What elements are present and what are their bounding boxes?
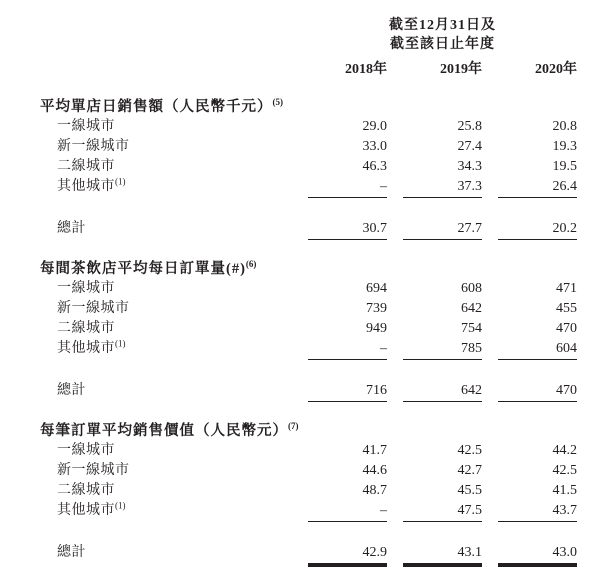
value-cell-empty	[498, 421, 577, 441]
row-label: 一線城市	[57, 443, 115, 458]
table-row-other-cities	[40, 177, 577, 197]
row-label: 新一線城市	[57, 139, 130, 154]
value-cell: 608	[461, 281, 482, 296]
period-header-row	[40, 16, 577, 54]
table-row-other-cities	[40, 501, 577, 521]
value-cell-empty	[403, 259, 482, 279]
total-value-cell: 43.1	[403, 543, 482, 565]
value-cell: 642	[461, 301, 482, 316]
section-avg-daily-orders	[40, 259, 610, 401]
total-value-cell: 20.2	[498, 219, 577, 240]
value-cell-empty	[308, 259, 387, 279]
row-label: 二線城市	[57, 483, 115, 498]
value-cell: 44.2	[552, 443, 577, 458]
value-cell: 45.5	[457, 483, 482, 498]
table-row-tier2-cities	[40, 157, 577, 177]
table-row-tier1-cities	[40, 441, 577, 461]
section-title	[40, 421, 299, 441]
total-value-cell: 716	[308, 381, 387, 402]
pre-total-gap	[40, 359, 610, 381]
value-cell: –	[308, 177, 387, 198]
total-label: 總計	[57, 383, 86, 398]
total-row	[40, 381, 577, 401]
value-cell: 48.7	[362, 483, 387, 498]
value-cell: 27.4	[457, 139, 482, 154]
section-title	[40, 97, 292, 117]
value-cell: 47.5	[403, 501, 482, 522]
total-value-cell: 27.7	[403, 219, 482, 240]
value-cell: 19.3	[552, 139, 577, 154]
total-label: 總計	[57, 545, 86, 560]
value-cell-empty	[403, 421, 482, 441]
total-value-cell: 42.9	[308, 543, 387, 565]
header-gap	[40, 80, 610, 97]
value-cell: 470	[556, 321, 577, 336]
row-label: 新一線城市	[57, 463, 130, 478]
value-cell: 33.0	[362, 139, 387, 154]
value-cell: 42.7	[457, 463, 482, 478]
value-cell: 25.8	[457, 119, 482, 134]
year-header-row	[40, 60, 577, 80]
value-cell: 41.7	[362, 443, 387, 458]
row-label-text: 其他城市	[57, 179, 115, 194]
value-cell: 43.7	[498, 501, 577, 522]
total-value-cell: 30.7	[308, 219, 387, 240]
row-label: 一線城市	[57, 281, 115, 296]
label-column-spacer	[40, 16, 292, 54]
value-cell: 471	[556, 281, 577, 296]
footnote-marker: (1)	[115, 500, 126, 511]
value-cell: 42.5	[457, 443, 482, 458]
value-cell: 42.5	[552, 463, 577, 478]
footnote-marker: (6)	[245, 259, 257, 270]
value-cell: 29.0	[362, 119, 387, 134]
value-cell: 785	[403, 339, 482, 360]
period-line-1: 截至12月31日及	[389, 18, 496, 33]
year-header-2020: 2020年	[535, 62, 577, 77]
section-avg-daily-store-sales	[40, 97, 610, 239]
total-value-cell: 642	[403, 381, 482, 402]
table-row-other-cities	[40, 339, 577, 359]
value-cell: 754	[461, 321, 482, 336]
row-label	[40, 339, 292, 360]
total-label: 總計	[57, 221, 86, 236]
table-row-new-tier1-cities	[40, 137, 577, 157]
section-title-row	[40, 421, 577, 441]
value-cell: 46.3	[362, 159, 387, 174]
value-cell: 41.5	[552, 483, 577, 498]
period-line-2: 截至該日止年度	[390, 37, 495, 52]
section-title-row	[40, 97, 577, 117]
pre-total-gap	[40, 521, 610, 543]
label-column-spacer	[40, 60, 292, 80]
grand-total-row	[40, 543, 577, 563]
section-avg-order-value	[40, 421, 610, 563]
footnote-marker: (5)	[272, 97, 283, 108]
section-title-row	[40, 259, 577, 279]
value-cell: 20.8	[552, 119, 577, 134]
row-label: 二線城市	[57, 159, 115, 174]
year-header-2019: 2019年	[440, 62, 482, 77]
value-cell-empty	[498, 97, 577, 117]
value-cell: 34.3	[457, 159, 482, 174]
total-value-cell: 43.0	[498, 543, 577, 565]
row-label-text: 其他城市	[57, 341, 115, 356]
row-label	[40, 177, 292, 198]
pre-total-gap	[40, 197, 610, 219]
footnote-marker: (1)	[115, 176, 126, 187]
value-cell: 604	[498, 339, 577, 360]
row-label-text: 其他城市	[57, 503, 115, 518]
section-gap	[40, 401, 610, 421]
row-label	[40, 501, 292, 522]
period-header	[308, 16, 577, 54]
table-row-tier1-cities	[40, 279, 577, 299]
value-cell: –	[308, 339, 387, 360]
value-cell: 949	[366, 321, 387, 336]
section-title-text: 每間茶飲店平均每日訂單量(#)	[40, 261, 246, 277]
value-cell-empty	[498, 259, 577, 279]
row-label: 新一線城市	[57, 301, 130, 316]
total-value-cell: 470	[498, 381, 577, 402]
value-cell: 44.6	[362, 463, 387, 478]
section-gap	[40, 239, 610, 259]
value-cell-empty	[403, 97, 482, 117]
value-cell: 694	[366, 281, 387, 296]
value-cell: 26.4	[498, 177, 577, 198]
value-cell: –	[308, 501, 387, 522]
value-cell-empty	[308, 421, 387, 441]
table-row-new-tier1-cities	[40, 299, 577, 319]
footnote-marker: (7)	[288, 421, 299, 432]
table-row-tier2-cities	[40, 481, 577, 501]
value-cell: 19.5	[552, 159, 577, 174]
value-cell-empty	[308, 97, 387, 117]
footnote-marker: (1)	[115, 338, 126, 349]
total-row	[40, 219, 577, 239]
value-cell: 37.3	[403, 177, 482, 198]
section-title	[40, 259, 292, 279]
table-row-tier1-cities	[40, 117, 577, 137]
row-label: 二線城市	[57, 321, 115, 336]
section-title-text: 平均單店日銷售額（人民幣千元）	[40, 99, 273, 115]
year-header-2018: 2018年	[345, 62, 387, 77]
row-label: 一線城市	[57, 119, 115, 134]
value-cell: 739	[366, 301, 387, 316]
table-row-tier2-cities	[40, 319, 577, 339]
section-title-text: 每筆訂單平均銷售價值（人民幣元）	[40, 423, 288, 439]
value-cell: 455	[556, 301, 577, 316]
table-row-new-tier1-cities	[40, 461, 577, 481]
